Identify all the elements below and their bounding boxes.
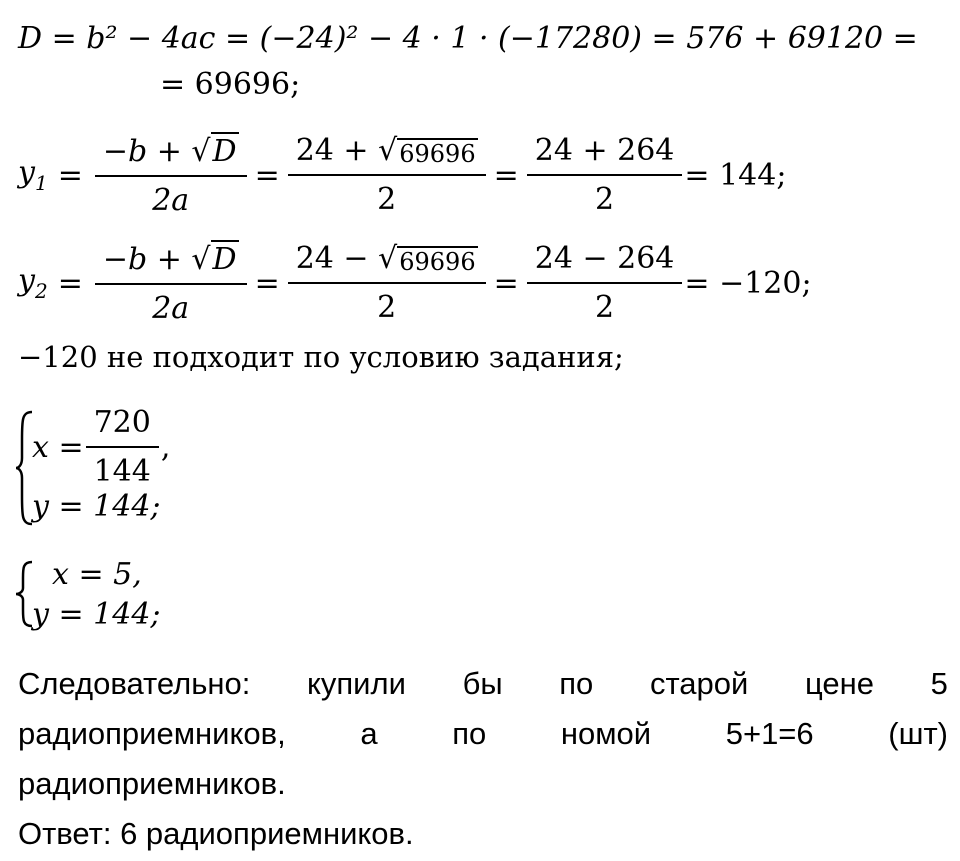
system1-x-fraction: $\frac{720}{144}$ (90, 405, 155, 489)
system2-x-equation: x = 5, (52, 557, 142, 592)
discriminant-value: = 69696; (160, 67, 301, 102)
y1-fraction-formula: −b + √ D 2a (99, 132, 243, 218)
answer-line: Ответ: 6 радиоприемников. (18, 816, 414, 851)
conclusion-line-2: радиоприемников, а по номой 5+1=6 (шт) (18, 716, 948, 751)
y1-label: $y_1$ (18, 155, 48, 195)
system1-x-equation: x = $\frac{720}{144}$ , (32, 405, 171, 489)
system2-brace (14, 560, 34, 628)
y2-fraction-numeric: $\frac{24 - 264}{2}$ (531, 241, 679, 325)
y1-result: = 144; (684, 157, 787, 193)
system2-y-equation: y = 144; (32, 597, 161, 632)
y2-equation: $y_2$ = −b + √ D 2a = 24 − √ 69696 2 = $\frac{24 - 264}{2}$ = −120; (18, 241, 812, 326)
reject-statement: −120 не подходит по условию задания; (18, 340, 624, 374)
y2-fraction-formula: −b + √ D 2a (99, 240, 243, 326)
discriminant-text: D = b² − 4ac = (−24)² − 4 · 1 · (−17280) = 576 + 69120 = (18, 21, 918, 56)
discriminant-result (160, 67, 301, 102)
system1-y-equation: y = 144; (32, 489, 161, 524)
y1-fraction-substituted: 24 + √ 69696 2 (292, 133, 482, 217)
conclusion-line-1: Следовательно: купили бы по старой цене 5 (18, 666, 948, 701)
y2-fraction-substituted: 24 − √ 69696 2 (292, 241, 482, 325)
conclusion-line-3: радиоприемников. (18, 766, 286, 801)
y2-result: = −120; (684, 265, 812, 301)
y2-label: $y_2$ (18, 263, 48, 303)
system1-brace (14, 410, 34, 526)
y1-equation: $y_1$ = −b + √ D 2a = 24 + √ 69696 2 = $\frac{24 + 264}{2}$ = 144; (18, 133, 787, 218)
y1-fraction-numeric: $\frac{24 + 264}{2}$ (531, 133, 679, 217)
discriminant-line (18, 21, 918, 56)
